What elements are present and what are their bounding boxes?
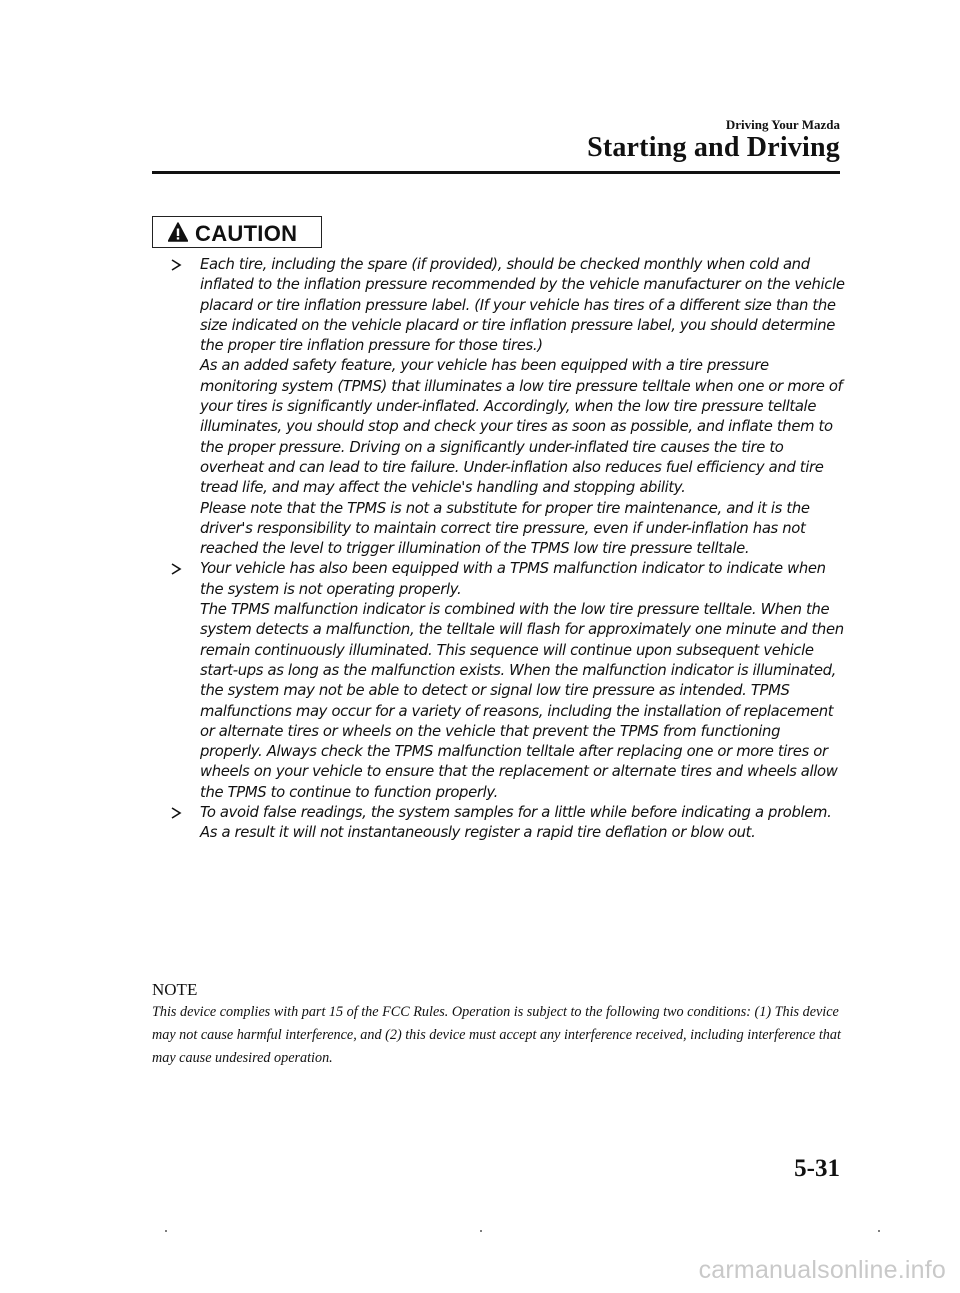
arrow-bullet-icon [170,259,182,271]
caution-paragraph: The TPMS malfunction indicator is combined with the low tire pressure telltale. When the system detects a malfunction, the telltale will flash for approximately one minute and then remain continuously illuminated. This sequence will continue upon subsequent vehicle start-ups as long as the malfunction exists. When the malfunction indicator is illuminated, the system may not be able to detect or signal low tire pressure as intended. TPMS malfunctions may occur for a variety of reasons, including the installation of replacement or alternate tires or wheels on the vehicle that prevent the TPMS from functioning properly. Always check the TPMS malfunction telltale after replacing one or more tires or wheels on your vehicle to ensure that the replacement or alternate tires and wheels allow the TPMS to continue to function properly. [200,601,844,801]
crop-mark [165,1230,167,1232]
caution-banner [152,216,322,248]
caution-bullet-2 [170,559,845,803]
arrow-bullet-icon [170,563,182,575]
caution-paragraph: As an added safety feature, your vehicle has been equipped with a tire pressure monitoring system (TPMS) that illuminates a low tire pressure telltale when one or more of your tires is significantly under-inflated. Accordingly, when the low tire pressure telltale illuminates, you should stop and check your tires as soon as possible, and inflate them to the proper pressure. Driving on a significantly under-inflated tire causes the tire to overheat and can lead to tire failure. Under-inflation also reduces fuel efficiency and tire tread life, and may affect the vehicle's handling and stopping ability. [200,357,843,497]
caution-bullet-list [170,255,845,844]
note-heading: NOTE [152,980,198,999]
caution-bullet-3 [170,803,845,844]
section-header: Driving Your Mazda [725,117,840,132]
watermark: carmanualsonline.info [698,1256,946,1284]
caution-paragraph: Please note that the TPMS is not a substitute for proper tire maintenance, and it is the driver's responsibility to maintain correct tire pressure, even if under-inflation has not reached the level to trigger illumination of the TPMS low tire pressure telltale. [200,499,810,558]
caution-label: CAUTION [195,221,298,246]
crop-mark [878,1230,880,1232]
warning-triangle-icon [168,222,188,242]
page-title: Starting and Driving [587,132,840,163]
page-number: 5-31 [794,1155,840,1182]
caution-bullet-1 [170,255,845,559]
caution-paragraph: Each tire, including the spare (if provided), should be checked monthly when cold and inflated to the inflation pressure recommended by the vehicle manufacturer on the vehicle placard or tire inflation pressure label. (If your vehicle has tires of a different size than the size indicated on the vehicle placard or tire inflation pressure label, you should determine the proper tire inflation pressure for those tires.) [200,256,845,355]
caution-paragraph: Your vehicle has also been equipped with a TPMS malfunction indicator to indicate when the system is not operating properly. [200,560,826,598]
arrow-bullet-icon [170,807,182,819]
note-body: This device complies with part 15 of the FCC Rules. Operation is subject to the following two conditions: (1) This device may not cause harmful interference, and (2) this device must accept any interference received, including interference that may cause undesired operation. [152,1004,841,1066]
header-divider [152,171,840,174]
caution-paragraph: To avoid false readings, the system samples for a little while before indicating a problem. As a result it will not instantaneously register a rapid tire deflation or blow out. [200,804,832,842]
crop-mark [480,1230,482,1232]
